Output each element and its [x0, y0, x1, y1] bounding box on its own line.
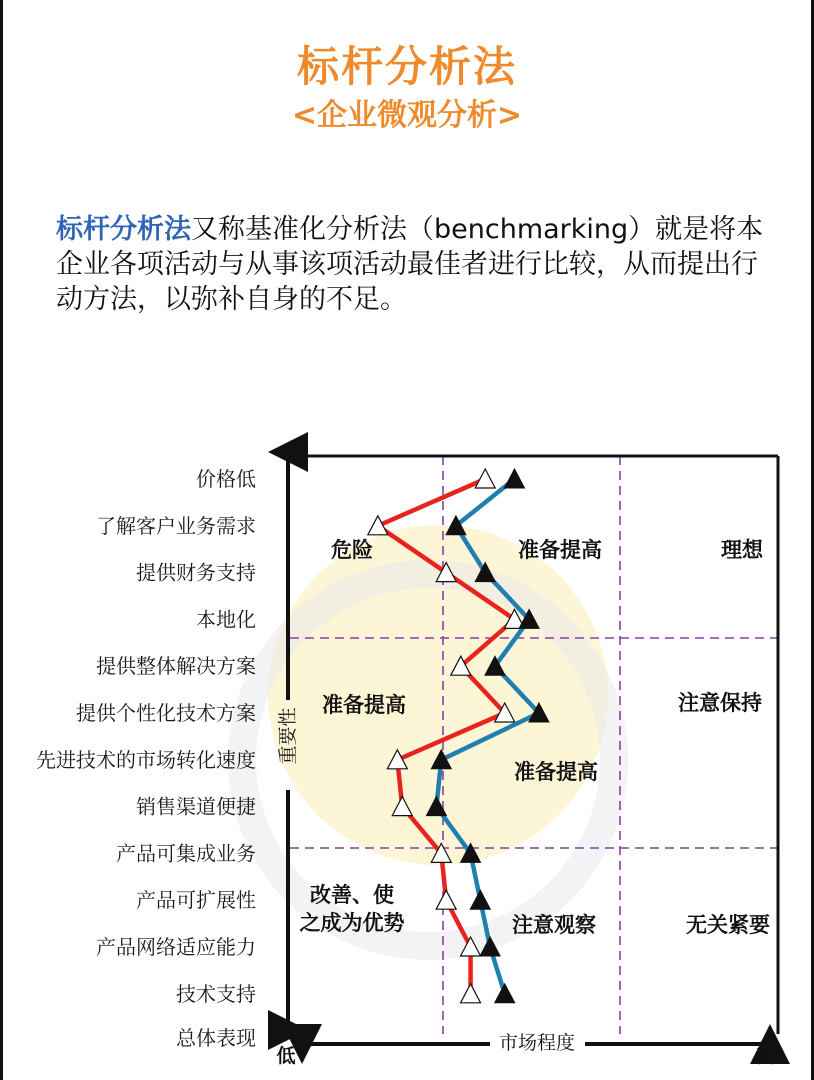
zone-label: 注意观察	[512, 913, 596, 937]
zone-label: 准备提高	[322, 693, 406, 717]
row-label: 了解客户业务需求	[96, 513, 256, 538]
series-1-point	[495, 984, 515, 1003]
zone-label: 准备提高	[514, 760, 598, 784]
row-label: 提供整体解决方案	[96, 654, 256, 679]
zone-label: 理想	[721, 538, 763, 562]
row-label: 产品可集成业务	[116, 841, 256, 866]
row-label: 产品网络适应能力	[96, 935, 256, 959]
zone-labels	[300, 538, 771, 937]
x-axis-high-label: 高	[756, 1045, 776, 1067]
row-label: 技术支持	[176, 981, 256, 1006]
intro-text: 又称基准化分析法（benchmarking）就是将本企业各项活动与从事该项活动最佳者进行比较，从而提出行动方法，以弥补自身的不足。	[56, 214, 764, 315]
x-axis-title: 市场程度	[498, 1032, 576, 1054]
y-axis-title: 重要性	[277, 707, 299, 765]
zone-label: 注意保持	[678, 691, 762, 715]
row-label: 销售渠道便捷	[136, 794, 256, 819]
series-0-point	[392, 797, 412, 816]
series-1-point	[480, 937, 500, 956]
series-0-point	[461, 984, 481, 1003]
row-label: 提供个性化技术方案	[76, 701, 256, 725]
page-subtitle: <企业微观分析>	[291, 98, 523, 133]
zone-label: 无关紧要	[686, 913, 770, 937]
series-0-point	[436, 890, 456, 909]
series-0-point	[475, 469, 495, 488]
row-label-total: 总体表现	[176, 1026, 256, 1050]
series-1-point	[504, 469, 524, 488]
zone-label: 改善、使之成为优势	[299, 883, 405, 935]
series-0-point	[368, 516, 388, 535]
zone-label: 危险	[331, 538, 373, 562]
intro-term: 标杆分析法	[56, 214, 191, 245]
series-0-point	[387, 750, 407, 769]
row-label: 先进技术的市场转化速度	[36, 747, 256, 772]
row-label: 本地化	[196, 607, 256, 632]
row-label: 产品可扩展性	[136, 888, 256, 913]
row-label: 价格低	[196, 467, 256, 491]
series-1-point	[431, 750, 451, 769]
x-axis-low-label: 低	[276, 1045, 296, 1067]
row-label: 提供财务支持	[136, 560, 256, 585]
series-1-point	[470, 890, 490, 909]
row-labels	[36, 467, 256, 1050]
series-0-point	[461, 937, 481, 956]
zone-label: 准备提高	[518, 538, 602, 562]
page-title: 标杆分析法	[296, 42, 517, 91]
